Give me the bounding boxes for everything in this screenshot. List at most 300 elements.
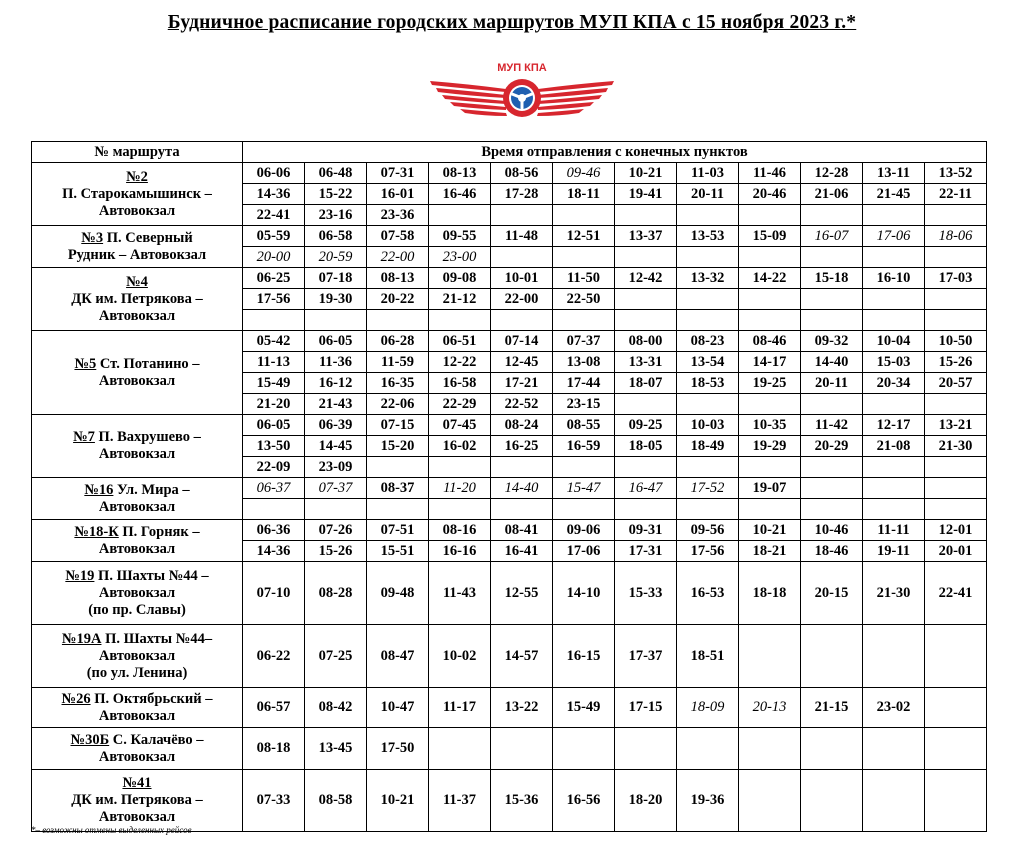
departure-time: 09-46 (553, 163, 615, 184)
departure-time: 15-22 (305, 184, 367, 205)
departure-time: 16-53 (677, 562, 739, 625)
departure-time: 10-50 (925, 331, 987, 352)
departure-time: 11-11 (863, 520, 925, 541)
empty-cell (925, 728, 987, 770)
header-row (32, 142, 987, 163)
route-number: №30Б (70, 731, 110, 748)
departure-time: 16-25 (491, 436, 553, 457)
empty-cell (863, 499, 925, 520)
departure-time: 09-55 (429, 226, 491, 247)
footnote: *– возможны отмены выделенных рейсов (31, 825, 192, 835)
empty-cell (863, 478, 925, 499)
empty-cell (243, 310, 305, 331)
departure-time: 16-59 (553, 436, 615, 457)
route-number: №19 (65, 567, 95, 584)
route-name-line: П. Старокамышинск – (62, 185, 212, 202)
empty-cell (739, 394, 801, 415)
table-row (32, 770, 987, 832)
departure-time: 13-52 (925, 163, 987, 184)
empty-cell (677, 247, 739, 268)
route-name-line: П. Северный (106, 229, 193, 246)
departure-time: 07-31 (367, 163, 429, 184)
empty-cell (739, 457, 801, 478)
empty-cell (491, 247, 553, 268)
departure-time: 09-32 (801, 331, 863, 352)
departure-time: 21-45 (863, 184, 925, 205)
departure-time: 11-46 (739, 163, 801, 184)
route-name-line: Автовокзал (98, 202, 176, 219)
empty-cell (429, 310, 491, 331)
table-row (32, 163, 987, 184)
route-name-line: Ст. Потанино – (99, 355, 200, 372)
route-name-line: ДК им. Петрякова – (71, 290, 203, 307)
departure-time: 17-28 (491, 184, 553, 205)
route-name-line: Автовокзал (98, 584, 176, 601)
empty-cell (863, 310, 925, 331)
logo-text: МУП КПА (497, 62, 547, 74)
empty-cell (863, 205, 925, 226)
departure-time: 07-58 (367, 226, 429, 247)
departure-time: 08-46 (739, 331, 801, 352)
table-row (32, 478, 987, 499)
route-name-line: П. Вахрушево – (98, 429, 201, 445)
departure-time: 12-42 (615, 268, 677, 289)
departure-time: 07-25 (305, 625, 367, 688)
departure-time: 21-15 (801, 688, 863, 728)
departure-time: 06-39 (305, 415, 367, 436)
page-title: Будничное расписание городских маршрутов МУП КПА с 15 ноября 2023 г.* (167, 12, 857, 33)
departure-time: 17-56 (243, 289, 305, 310)
departure-time: 07-45 (429, 415, 491, 436)
departure-time: 15-49 (243, 373, 305, 394)
empty-cell (553, 310, 615, 331)
departure-time: 06-37 (243, 478, 305, 499)
departure-time: 10-21 (367, 770, 429, 832)
time-column-header: Время отправления с конечных пунктов (243, 142, 987, 163)
departure-time: 08-58 (305, 770, 367, 832)
departure-time: 18-06 (925, 226, 987, 247)
departure-time: 22-00 (367, 247, 429, 268)
empty-cell (801, 289, 863, 310)
empty-cell (677, 310, 739, 331)
departure-time: 10-03 (677, 415, 739, 436)
departure-time: 21-43 (305, 394, 367, 415)
departure-time: 12-17 (863, 415, 925, 436)
departure-time: 08-42 (305, 688, 367, 728)
departure-time: 07-15 (367, 415, 429, 436)
departure-time: 23-09 (305, 457, 367, 478)
departure-time: 06-57 (243, 688, 305, 728)
route-name-line: П. Октябрьский – (94, 690, 213, 707)
departure-time: 23-15 (553, 394, 615, 415)
route-name-line: Ул. Мира – (117, 481, 190, 498)
departure-time: 17-37 (615, 625, 677, 688)
empty-cell (863, 457, 925, 478)
empty-cell (801, 457, 863, 478)
departure-time: 13-50 (243, 436, 305, 457)
empty-cell (863, 247, 925, 268)
route-name-line: ДК им. Петрякова – (71, 792, 203, 808)
departure-time: 18-09 (677, 688, 739, 728)
route-name-line: (по пр. Славы) (88, 601, 186, 618)
departure-time: 11-43 (429, 562, 491, 625)
empty-cell (925, 289, 987, 310)
empty-cell (863, 394, 925, 415)
table-row (32, 625, 987, 688)
empty-cell (801, 394, 863, 415)
route-name-cell (32, 625, 243, 688)
departure-time: 11-50 (553, 268, 615, 289)
departure-time: 06-22 (243, 625, 305, 688)
empty-cell (925, 310, 987, 331)
route-name-cell (32, 770, 243, 832)
departure-time: 22-41 (925, 562, 987, 625)
empty-cell (739, 770, 801, 832)
departure-time: 19-41 (615, 184, 677, 205)
route-name-line: (по ул. Ленина) (86, 664, 188, 681)
departure-time: 20-57 (925, 373, 987, 394)
departure-time: 16-02 (429, 436, 491, 457)
departure-time: 06-48 (305, 163, 367, 184)
departure-time: 22-06 (367, 394, 429, 415)
departure-time: 11-48 (491, 226, 553, 247)
departure-time: 13-54 (677, 352, 739, 373)
departure-time: 15-18 (801, 268, 863, 289)
empty-cell (801, 499, 863, 520)
departure-time: 20-46 (739, 184, 801, 205)
departure-time: 09-56 (677, 520, 739, 541)
departure-time: 15-03 (863, 352, 925, 373)
empty-cell (925, 499, 987, 520)
departure-time: 21-20 (243, 394, 305, 415)
departure-time: 06-51 (429, 331, 491, 352)
departure-time: 18-46 (801, 541, 863, 562)
departure-time: 08-13 (429, 163, 491, 184)
table-row (32, 520, 987, 541)
empty-cell (677, 394, 739, 415)
empty-cell (801, 205, 863, 226)
departure-time: 20-22 (367, 289, 429, 310)
departure-time: 16-01 (367, 184, 429, 205)
empty-cell (677, 289, 739, 310)
departure-time: 19-29 (739, 436, 801, 457)
empty-cell (739, 247, 801, 268)
departure-time: 16-07 (801, 226, 863, 247)
departure-time: 08-23 (677, 331, 739, 352)
route-name-cell (32, 268, 243, 331)
departure-time: 20-29 (801, 436, 863, 457)
empty-cell (739, 728, 801, 770)
empty-cell (925, 625, 987, 688)
departure-time: 12-45 (491, 352, 553, 373)
departure-time: 14-45 (305, 436, 367, 457)
empty-cell (863, 625, 925, 688)
route-name-line: Рудник – Автовокзал (67, 246, 207, 263)
route-name-cell (32, 562, 243, 625)
departure-time: 16-46 (429, 184, 491, 205)
departure-time: 17-21 (491, 373, 553, 394)
empty-cell (677, 205, 739, 226)
departure-time: 07-10 (243, 562, 305, 625)
departure-time: 16-10 (863, 268, 925, 289)
table-row (32, 562, 987, 625)
departure-time: 20-01 (925, 541, 987, 562)
departure-time: 22-52 (491, 394, 553, 415)
departure-time: 15-26 (305, 541, 367, 562)
departure-time: 12-22 (429, 352, 491, 373)
empty-cell (553, 205, 615, 226)
table-row (32, 331, 987, 352)
table-row (32, 728, 987, 770)
departure-time: 21-08 (863, 436, 925, 457)
departure-time: 12-55 (491, 562, 553, 625)
departure-time: 21-06 (801, 184, 863, 205)
empty-cell (863, 728, 925, 770)
departure-time: 08-47 (367, 625, 429, 688)
departure-time: 20-11 (677, 184, 739, 205)
route-name-line: С. Калачёво – (112, 731, 204, 748)
departure-time: 12-28 (801, 163, 863, 184)
empty-cell (305, 499, 367, 520)
departure-time: 15-33 (615, 562, 677, 625)
departure-time: 21-30 (925, 436, 987, 457)
empty-cell (677, 728, 739, 770)
departure-time: 08-37 (367, 478, 429, 499)
table-row (32, 415, 987, 436)
route-name-cell (32, 226, 243, 268)
departure-time: 08-24 (491, 415, 553, 436)
departure-time: 17-15 (615, 688, 677, 728)
departure-time: 22-50 (553, 289, 615, 310)
departure-time: 16-35 (367, 373, 429, 394)
departure-time: 20-11 (801, 373, 863, 394)
departure-time: 18-53 (677, 373, 739, 394)
departure-time: 11-37 (429, 770, 491, 832)
departure-time: 06-58 (305, 226, 367, 247)
departure-time: 17-56 (677, 541, 739, 562)
departure-time: 20-13 (739, 688, 801, 728)
empty-cell (677, 457, 739, 478)
departure-time: 21-12 (429, 289, 491, 310)
departure-time: 15-09 (739, 226, 801, 247)
departure-time: 18-07 (615, 373, 677, 394)
departure-time: 15-26 (925, 352, 987, 373)
route-name-cell (32, 331, 243, 415)
empty-cell (925, 478, 987, 499)
route-name-line: Автовокзал (98, 372, 176, 389)
empty-cell (863, 289, 925, 310)
departure-time: 08-55 (553, 415, 615, 436)
schedule-table (31, 141, 987, 832)
empty-cell (553, 499, 615, 520)
empty-cell (491, 499, 553, 520)
route-name-cell (32, 478, 243, 520)
departure-time: 10-21 (615, 163, 677, 184)
departure-time: 19-30 (305, 289, 367, 310)
route-number: №26 (61, 690, 91, 707)
empty-cell (491, 205, 553, 226)
empty-cell (863, 770, 925, 832)
empty-cell (367, 310, 429, 331)
route-name-cell (32, 728, 243, 770)
empty-cell (491, 310, 553, 331)
departure-time: 17-06 (553, 541, 615, 562)
departure-time: 15-36 (491, 770, 553, 832)
departure-time: 19-36 (677, 770, 739, 832)
departure-time: 07-37 (305, 478, 367, 499)
route-column-header: № маршрута (32, 142, 243, 163)
route-name-line: Автовокзал (98, 809, 176, 825)
empty-cell (925, 770, 987, 832)
empty-cell (739, 625, 801, 688)
departure-time: 07-26 (305, 520, 367, 541)
departure-time: 10-01 (491, 268, 553, 289)
departure-time: 06-28 (367, 331, 429, 352)
departure-time: 14-57 (491, 625, 553, 688)
departure-time: 08-16 (429, 520, 491, 541)
departure-time: 17-44 (553, 373, 615, 394)
departure-time: 20-34 (863, 373, 925, 394)
empty-cell (615, 289, 677, 310)
departure-time: 05-42 (243, 331, 305, 352)
empty-cell (739, 205, 801, 226)
departure-time: 13-37 (615, 226, 677, 247)
departure-time: 09-31 (615, 520, 677, 541)
departure-time: 11-20 (429, 478, 491, 499)
departure-time: 07-51 (367, 520, 429, 541)
departure-time: 15-20 (367, 436, 429, 457)
departure-time: 20-00 (243, 247, 305, 268)
route-name-cell (32, 415, 243, 478)
departure-time: 10-46 (801, 520, 863, 541)
empty-cell (429, 499, 491, 520)
empty-cell (305, 310, 367, 331)
departure-time: 13-22 (491, 688, 553, 728)
departure-time: 17-31 (615, 541, 677, 562)
departure-time: 11-42 (801, 415, 863, 436)
empty-cell (801, 770, 863, 832)
departure-time: 13-11 (863, 163, 925, 184)
empty-cell (367, 457, 429, 478)
departure-time: 22-41 (243, 205, 305, 226)
departure-time: 08-00 (615, 331, 677, 352)
departure-time: 16-56 (553, 770, 615, 832)
empty-cell (615, 457, 677, 478)
departure-time: 06-36 (243, 520, 305, 541)
departure-time: 18-11 (553, 184, 615, 205)
route-name-line: Автовокзал (98, 446, 176, 462)
departure-time: 14-17 (739, 352, 801, 373)
route-number: №41 (122, 775, 152, 791)
departure-time: 13-32 (677, 268, 739, 289)
departure-time: 23-16 (305, 205, 367, 226)
route-number: №7 (73, 429, 95, 445)
departure-time: 17-06 (863, 226, 925, 247)
departure-time: 16-47 (615, 478, 677, 499)
departure-time: 08-28 (305, 562, 367, 625)
departure-time: 13-53 (677, 226, 739, 247)
empty-cell (925, 457, 987, 478)
departure-time: 06-25 (243, 268, 305, 289)
departure-time: 16-58 (429, 373, 491, 394)
empty-cell (615, 205, 677, 226)
departure-time: 22-00 (491, 289, 553, 310)
departure-time: 14-36 (243, 541, 305, 562)
departure-time: 08-41 (491, 520, 553, 541)
departure-time: 15-51 (367, 541, 429, 562)
departure-time: 20-15 (801, 562, 863, 625)
departure-time: 14-40 (801, 352, 863, 373)
empty-cell (553, 728, 615, 770)
departure-time: 14-40 (491, 478, 553, 499)
table-row (32, 226, 987, 247)
departure-time: 06-06 (243, 163, 305, 184)
empty-cell (925, 394, 987, 415)
departure-time: 17-50 (367, 728, 429, 770)
empty-cell (491, 728, 553, 770)
departure-time: 16-12 (305, 373, 367, 394)
departure-time: 11-59 (367, 352, 429, 373)
departure-time: 21-30 (863, 562, 925, 625)
empty-cell (739, 499, 801, 520)
departure-time: 23-00 (429, 247, 491, 268)
departure-time: 07-33 (243, 770, 305, 832)
departure-time: 11-03 (677, 163, 739, 184)
departure-time: 07-14 (491, 331, 553, 352)
empty-cell (429, 457, 491, 478)
departure-time: 23-02 (863, 688, 925, 728)
route-name-cell (32, 163, 243, 226)
departure-time: 10-47 (367, 688, 429, 728)
departure-time: 11-17 (429, 688, 491, 728)
empty-cell (801, 625, 863, 688)
departure-time: 16-16 (429, 541, 491, 562)
departure-time: 19-11 (863, 541, 925, 562)
table-row (32, 268, 987, 289)
route-number: №19А (61, 630, 102, 647)
empty-cell (925, 205, 987, 226)
departure-time: 15-47 (553, 478, 615, 499)
departure-time: 18-49 (677, 436, 739, 457)
empty-cell (491, 457, 553, 478)
departure-time: 19-25 (739, 373, 801, 394)
empty-cell (367, 499, 429, 520)
departure-time: 16-15 (553, 625, 615, 688)
route-name-line: П. Шахты №44 – (98, 567, 209, 584)
departure-time: 09-25 (615, 415, 677, 436)
departure-time: 17-03 (925, 268, 987, 289)
departure-time: 07-37 (553, 331, 615, 352)
departure-time: 17-52 (677, 478, 739, 499)
route-name-line: Автовокзал (98, 540, 176, 557)
departure-time: 18-20 (615, 770, 677, 832)
departure-time: 14-22 (739, 268, 801, 289)
departure-time: 10-04 (863, 331, 925, 352)
empty-cell (801, 728, 863, 770)
empty-cell (925, 688, 987, 728)
departure-time: 06-05 (243, 415, 305, 436)
departure-time: 10-02 (429, 625, 491, 688)
departure-time: 12-51 (553, 226, 615, 247)
empty-cell (925, 247, 987, 268)
departure-time: 23-36 (367, 205, 429, 226)
empty-cell (615, 310, 677, 331)
departure-time: 12-01 (925, 520, 987, 541)
route-number: №4 (126, 273, 148, 290)
route-number: №16 (84, 481, 114, 498)
departure-time: 11-13 (243, 352, 305, 373)
empty-cell (801, 478, 863, 499)
